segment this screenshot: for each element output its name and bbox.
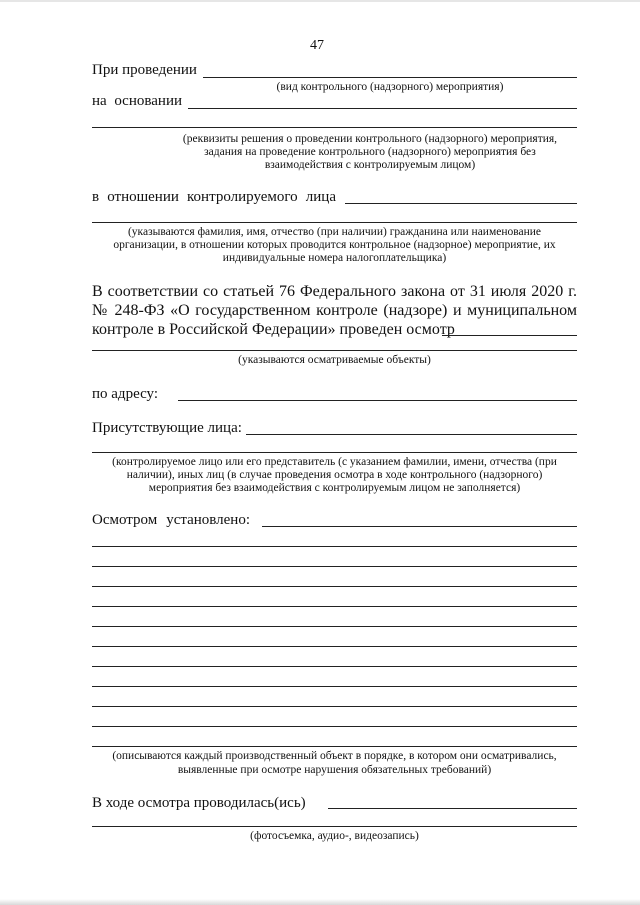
basis-label-part: на bbox=[92, 93, 107, 109]
recording-field-line-2[interactable] bbox=[92, 826, 577, 827]
person-caption-line: индивидуальные номера налогоплательщика) bbox=[222, 252, 447, 264]
established-blank-line[interactable] bbox=[92, 646, 577, 647]
page-number: 47 bbox=[310, 38, 324, 53]
conducting-label: При проведении bbox=[92, 62, 197, 78]
person-caption-line: организации, в отношении которых проводится контрольное (надзорное) мероприятие, их bbox=[113, 239, 556, 251]
inspection-field-line[interactable] bbox=[442, 335, 577, 336]
established-blank-line[interactable] bbox=[92, 586, 577, 587]
present-caption-line: наличии), иных лиц (в случае проведения осмотра в ходе контрольного (надзорного) bbox=[126, 469, 543, 481]
established-blank-line[interactable] bbox=[92, 666, 577, 667]
basis-label-part: основании bbox=[114, 93, 182, 109]
objects-caption: (указываются осматриваемые объекты) bbox=[238, 354, 431, 366]
recording-caption: (фотосъемка, аудио-, видеозапись) bbox=[250, 830, 419, 842]
law-paragraph-line: № 248-ФЗ «О государственном контроле (надзоре) и муниципальном bbox=[92, 302, 577, 319]
present-field-line-2[interactable] bbox=[92, 452, 577, 453]
established-caption-line: (описываются каждый производственный объект в порядке, в котором они осматривались, bbox=[112, 750, 557, 762]
basis-caption-line: (реквизиты решения о проведении контрольного (надзорного) мероприятия, bbox=[182, 133, 558, 145]
person-label-part: в bbox=[92, 189, 100, 205]
established-blank-line[interactable] bbox=[92, 606, 577, 607]
established-blank-line[interactable] bbox=[92, 546, 577, 547]
established-blank-line[interactable] bbox=[92, 746, 577, 747]
law-paragraph-line: контроле в Российской Федерации» проведен осмотр bbox=[92, 321, 455, 338]
basis-label bbox=[92, 93, 182, 110]
page-edge-bottom bbox=[0, 899, 640, 905]
person-caption-line: (указываются фамилия, имя, отчество (при наличии) гражданина или наименование bbox=[127, 226, 542, 238]
established-label bbox=[92, 512, 250, 529]
established-blank-line[interactable] bbox=[92, 686, 577, 687]
established-blank-line[interactable] bbox=[92, 626, 577, 627]
basis-caption-line: взаимодействия с контролируемым лицом) bbox=[264, 159, 476, 171]
basis-caption-line: задания на проведение контрольного (надзорного) мероприятия без bbox=[204, 146, 536, 158]
present-caption-line: мероприятия без взаимодействия с контролируемым лицом не заполняется) bbox=[148, 482, 521, 494]
person-label bbox=[92, 189, 336, 206]
page-edge-top bbox=[0, 0, 640, 2]
conducting-caption: (вид контрольного (надзорного) мероприятия) bbox=[276, 81, 504, 93]
present-caption-line: (контролируемое лицо или его представитель (с указанием фамилии, имени, отчества (при bbox=[112, 456, 557, 468]
established-blank-line[interactable] bbox=[92, 726, 577, 727]
person-label-part: контролируемого bbox=[187, 189, 298, 205]
established-blank-line[interactable] bbox=[92, 566, 577, 567]
law-paragraph-line: В соответствии со статьей 76 Федерального закона от 31 июля 2020 г. bbox=[92, 283, 577, 300]
established-caption-line: выявленные при осмотре нарушения обязательных требований) bbox=[177, 764, 492, 776]
person-field-line-2[interactable] bbox=[92, 222, 577, 223]
person-field-line[interactable] bbox=[345, 203, 577, 204]
person-label-part: отношении bbox=[107, 189, 179, 205]
conducting-field-line[interactable] bbox=[203, 77, 577, 78]
present-field-line[interactable] bbox=[246, 434, 577, 435]
established-label-part: установлено: bbox=[166, 512, 250, 528]
basis-field-line-2[interactable] bbox=[92, 127, 577, 128]
address-label: по адресу: bbox=[92, 386, 159, 402]
recording-label: В ходе осмотра проводилась(ись) bbox=[92, 795, 306, 811]
objects-field-line[interactable] bbox=[92, 350, 577, 351]
established-label-part: Осмотром bbox=[92, 512, 158, 528]
person-label-part: лица bbox=[305, 189, 336, 205]
recording-field-line[interactable] bbox=[328, 808, 577, 809]
basis-field-line[interactable] bbox=[188, 108, 577, 109]
address-field-line[interactable] bbox=[178, 400, 577, 401]
present-label: Присутствующие лица: bbox=[92, 420, 242, 436]
established-field-line[interactable] bbox=[262, 526, 577, 527]
established-blank-line[interactable] bbox=[92, 706, 577, 707]
